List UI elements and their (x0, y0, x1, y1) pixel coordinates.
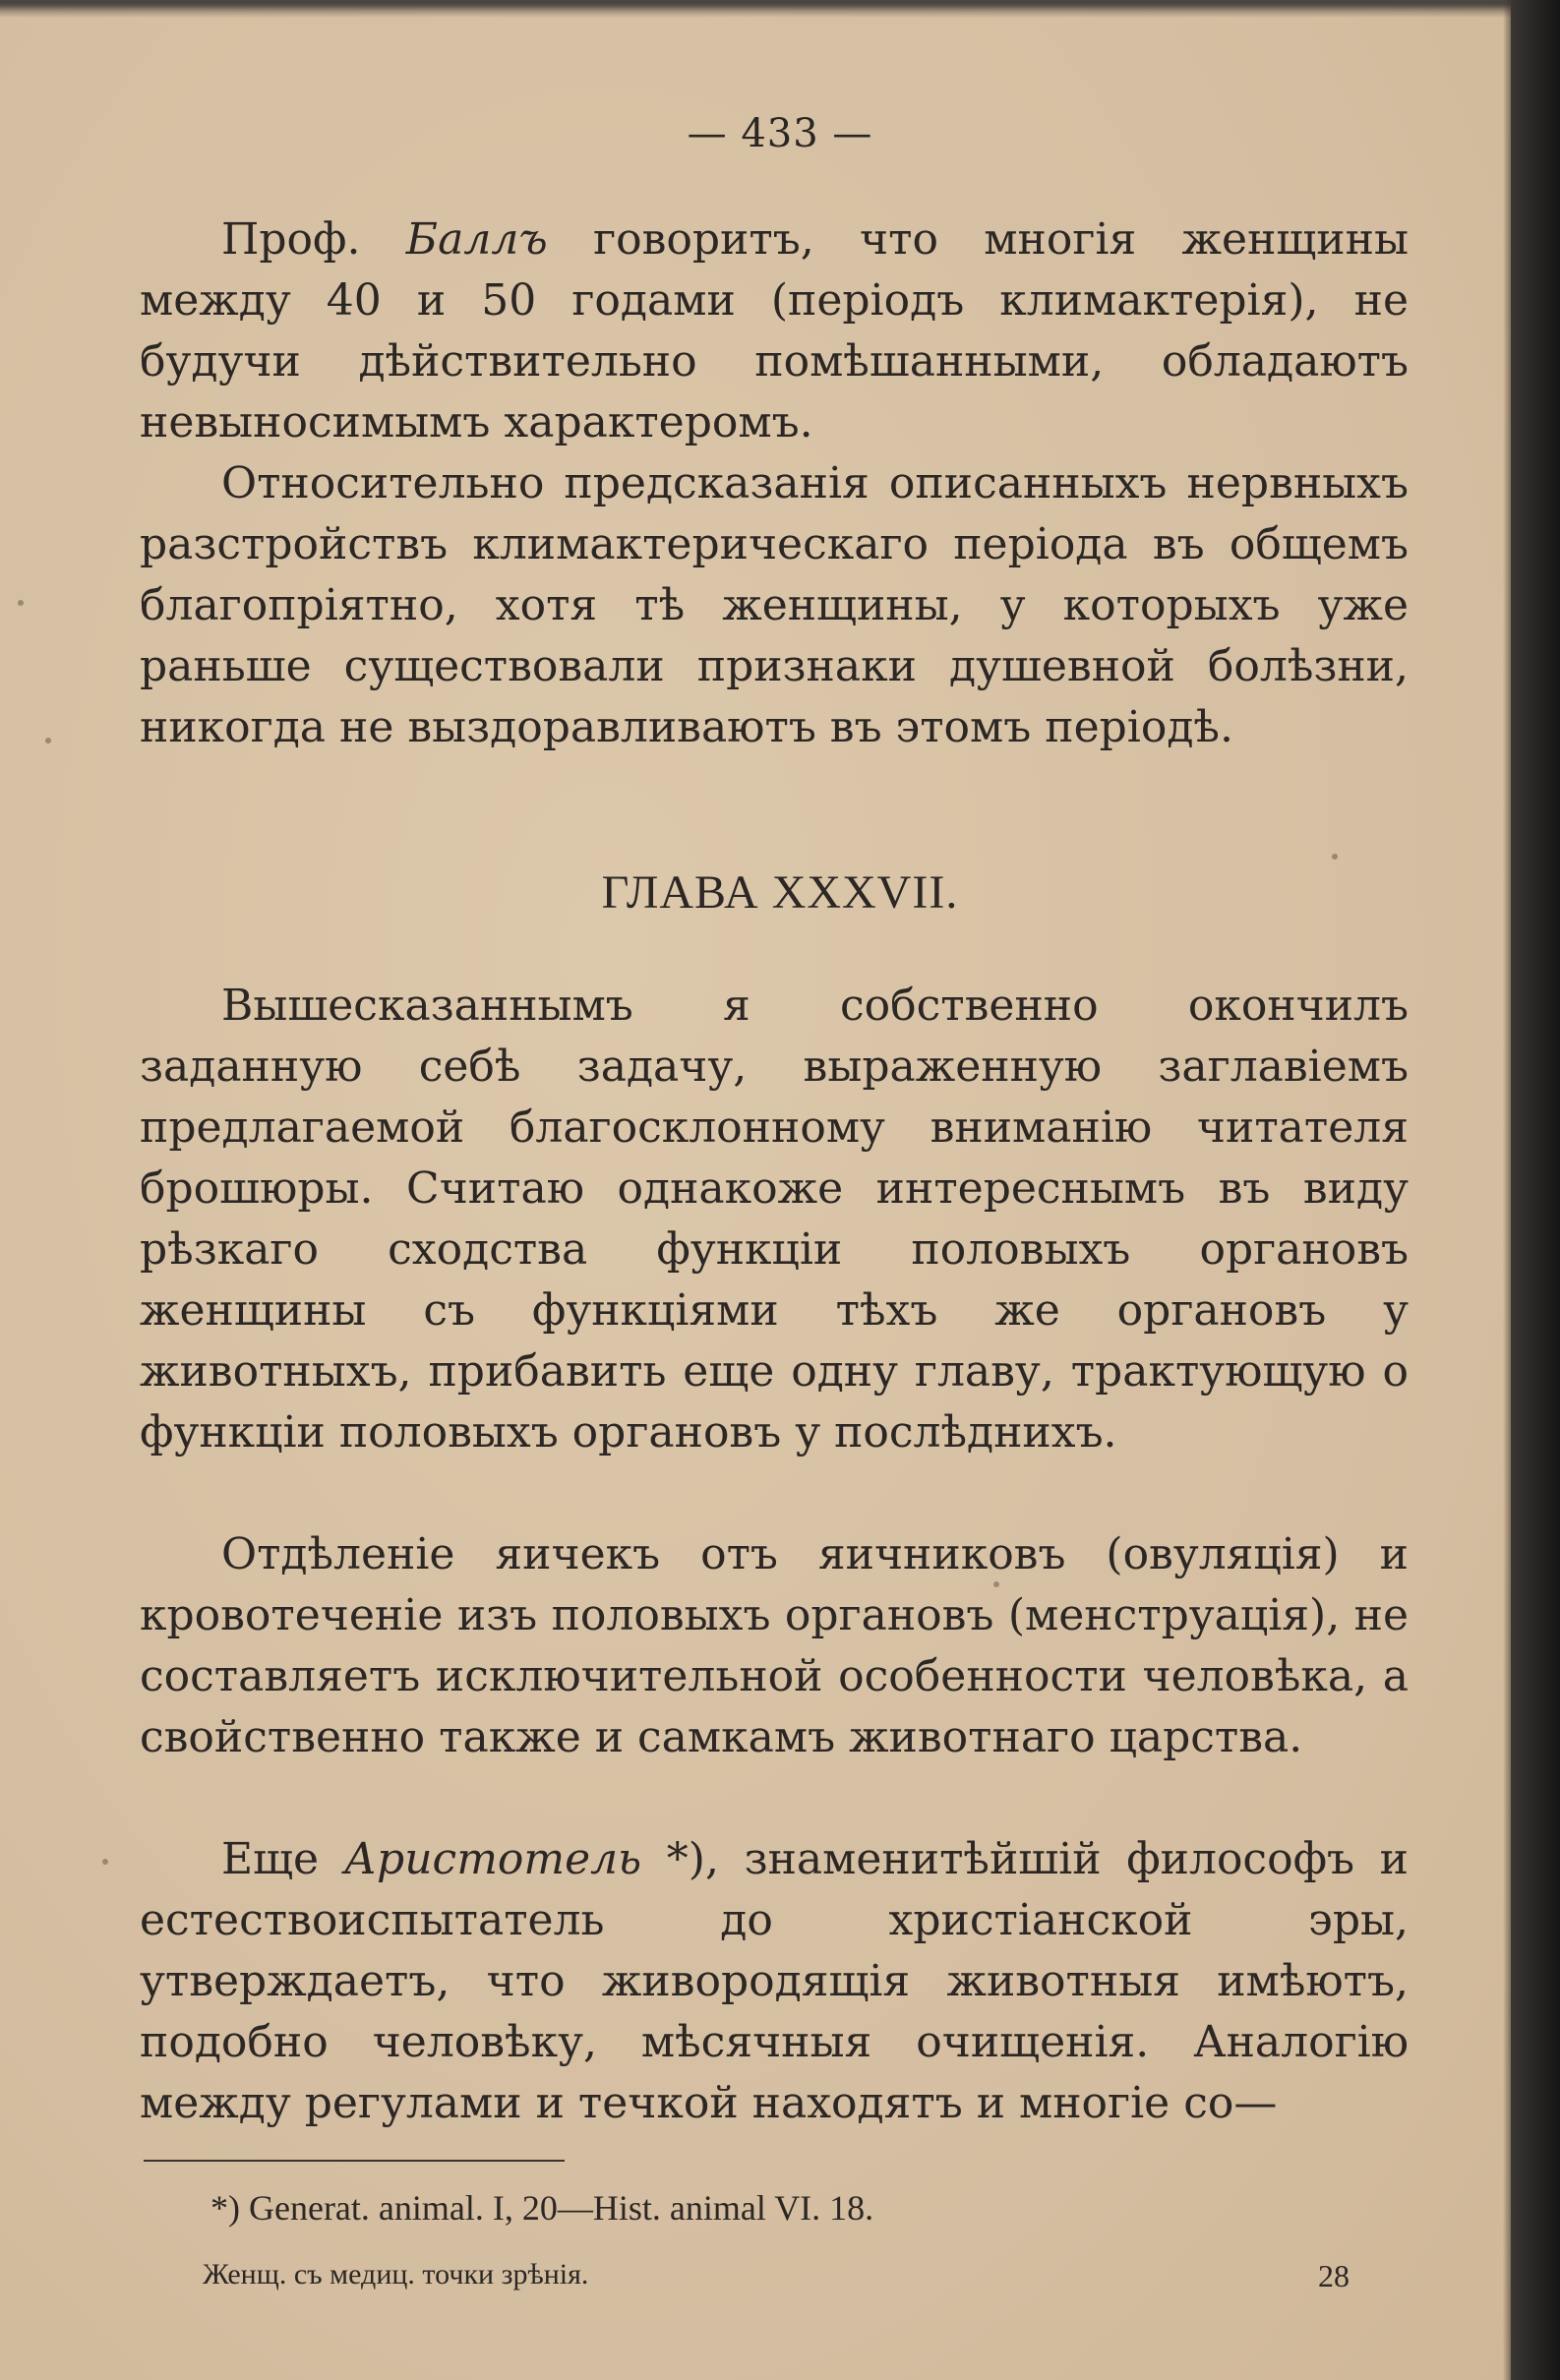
chapter-paragraph-3-before: Еще (221, 1834, 344, 1884)
footnote: *) Generat. animal. I, 20—Hist. animal VI. 18. (210, 2188, 874, 2228)
paragraph-1-before: Проф. (221, 214, 406, 265)
paper-speck (102, 1859, 108, 1865)
chapter-paragraph-3-after: *), знаменитѣйшій философъ и естествоиспытатель до христіанской эры, утверждаетъ, что живородящія животныя имѣютъ, подобно человѣку, мѣсячныя очищенія. Аналогію между регулами и течкой находятъ и многіе со— (140, 1834, 1409, 2128)
chapter-paragraph-2-text: Отдѣленіе яичекъ отъ яичниковъ (овуляція) и кровотеченіе изъ половыхъ органовъ (менструація), не составляетъ исключительной особенности человѣка, а свойственно также и самкамъ животнаго царства. (140, 1529, 1409, 1762)
page-number: — 433 — (687, 111, 873, 156)
footnote-rule (144, 2160, 565, 2162)
paper-speck (1332, 854, 1338, 860)
printer-signature: Женщ. съ медиц. точки зрѣнія. (203, 2258, 589, 2291)
chapter-paragraph-3 (140, 1829, 1409, 2134)
paragraph-1-after: говоритъ, что многія женщины между 40 и 50 годами (періодъ климактерія), не будучи дѣйствительно помѣшанными, обладаютъ невыносимымъ характеромъ. (140, 214, 1409, 447)
signature-number: 28 (1318, 2258, 1350, 2293)
scan-background-edge (1511, 0, 1560, 2380)
chapter-heading: ГЛАВА XXXVII. (601, 866, 959, 919)
paper-speck (18, 600, 24, 606)
paper-speck (45, 738, 51, 744)
page-edge-shadow (1503, 0, 1511, 2380)
chapter-paragraph-1-text: Вышесказаннымъ я собственно окончилъ заданную себѣ задачу, выраженную заглавіемъ предлагаемой благосклонному вниманію читателя брошюры. Считаю однакоже интереснымъ въ виду рѣзкаго сходства функціи половыхъ органовъ женщины съ функціями тѣхъ же органовъ у животныхъ, прибавить еще одну главу, трактующую о функціи половыхъ органовъ у послѣднихъ. (140, 981, 1409, 1458)
scan-top-shadow (0, 0, 1511, 18)
paragraph-1 (140, 209, 1409, 453)
paragraph-2-text: Относительно предсказанія описанныхъ нервныхъ разстройствъ климактерическаго періода въ общемъ благопріятно, хотя тѣ женщины, у которыхъ уже раньше существовали признаки душевной болѣзни, никогда не выздоравливаютъ въ этомъ періодѣ. (140, 458, 1409, 752)
chapter-paragraph-2 (140, 1524, 1409, 1768)
paper-speck (993, 1581, 999, 1587)
paragraph-2 (140, 453, 1409, 758)
chapter-paragraph-3-italic-name: Аристотель (343, 1834, 642, 1884)
paragraph-1-italic-name: Баллъ (405, 214, 548, 265)
chapter-paragraph-1 (140, 976, 1409, 1463)
